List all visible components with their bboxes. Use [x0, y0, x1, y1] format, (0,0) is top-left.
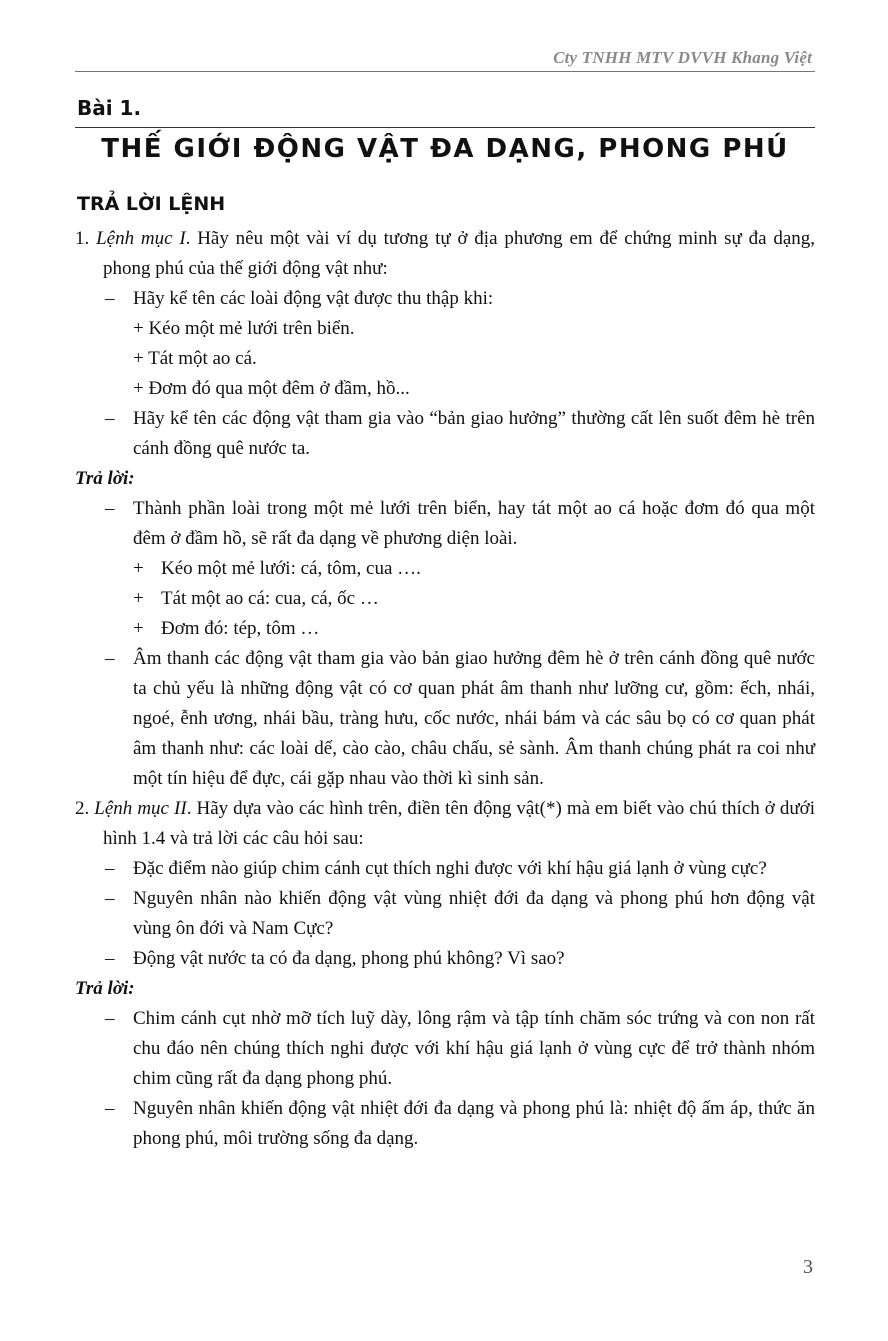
section-heading: TRẢ LỜI LỆNH [77, 193, 226, 215]
question-1: 1. Lệnh mục I. Hãy nêu một vài ví dụ tương tự ở địa phương em để chứng minh sự đa dạng, phong phú của thế giới động vật như: [75, 228, 816, 279]
list-item: + Kéo một mẻ lưới trên biển. [133, 318, 355, 339]
list-item: – Động vật nước ta có đa dạng, phong phú không? Vì sao? [105, 948, 565, 969]
question-1-head: Lệnh mục I [96, 228, 186, 249]
list-item: – Đặc điểm nào giúp chim cánh cụt thích nghi được với khí hậu giá lạnh ở vùng cực? [105, 858, 767, 879]
list-item: – Nguyên nhân nào khiến động vật vùng nhiệt đới đa dạng và phong phú hơn động vật vùng ôn đới và Nam Cực? [105, 888, 815, 939]
list-item: + Tát một ao cá: cua, cá, ốc … [133, 588, 379, 609]
list-item: + Đơm đó: tép, tôm … [133, 618, 320, 639]
list-item: + Tát một ao cá. [133, 348, 257, 369]
list-item: – Hãy kể tên các động vật tham gia vào “bản giao hưởng” thường cất lên suốt đêm hè trên cánh đồng quê nước ta. [105, 408, 815, 459]
page-number: 3 [803, 1256, 813, 1278]
title-divider [75, 127, 815, 128]
page-title: THẾ GIỚI ĐỘNG VẬT ĐA DẠNG, PHONG PHÚ [101, 134, 789, 164]
list-item: + Đơm đó qua một đêm ở đầm, hồ... [133, 378, 410, 399]
list-item: – Hãy kể tên các loài động vật được thu thập khi: [105, 288, 494, 309]
list-item: – Âm thanh các động vật tham gia vào bản giao hưởng đêm hè ở trên cánh đồng quê nước ta chủ yếu là những động vật có cơ quan phát âm thanh như lưỡng cư, gồm: ếch, nhái, ngoé, ễnh ương, nhái bầu, tràng hưu, cốc nước, nhái bám và các sâu bọ có cơ quan phát âm thanh như: các loài dế, cào cào, châu chấu, sẻ sành. Âm thanh chúng phát ra coi như một tín hiệu để đực, cái gặp nhau vào thời kì sinh sản. [105, 648, 815, 789]
header-divider [75, 71, 815, 72]
list-item: – Nguyên nhân khiến động vật nhiệt đới đa dạng và phong phú là: nhiệt độ ấm áp, thức ăn phong phú, môi trường sống đa dạng. [105, 1098, 815, 1149]
page-body [75, 224, 815, 1154]
question-2: 2. Lệnh mục II. Hãy dựa vào các hình trên, điền tên động vật(*) mà em biết vào chú thích ở dưới hình 1.4 và trả lời các câu hỏi sau: [75, 798, 816, 849]
question-2-head: Lệnh mục II [94, 798, 187, 819]
answer-label: Trả lời: [75, 978, 135, 999]
answer-label: Trả lời: [75, 468, 135, 489]
list-item: – Thành phần loài trong một mẻ lưới trên biển, hay tát một ao cá hoặc đơm đó qua một đêm ở đầm hồ, sẽ rất đa dạng về phương diện loài. [105, 498, 815, 549]
publisher-header: Cty TNHH MTV DVVH Khang Việt [553, 48, 812, 67]
list-item: – Chim cánh cụt nhờ mỡ tích luỹ dày, lông rậm và tập tính chăm sóc trứng và con non rất chu đáo nên chúng thích nghi được với khí hậu giá lạnh ở vùng cực để trở thành nhóm chim cũng rất đa dạng phong phú. [105, 1008, 815, 1089]
list-item: + Kéo một mẻ lưới: cá, tôm, cua …. [133, 558, 421, 579]
lesson-label: Bài 1. [77, 96, 142, 120]
